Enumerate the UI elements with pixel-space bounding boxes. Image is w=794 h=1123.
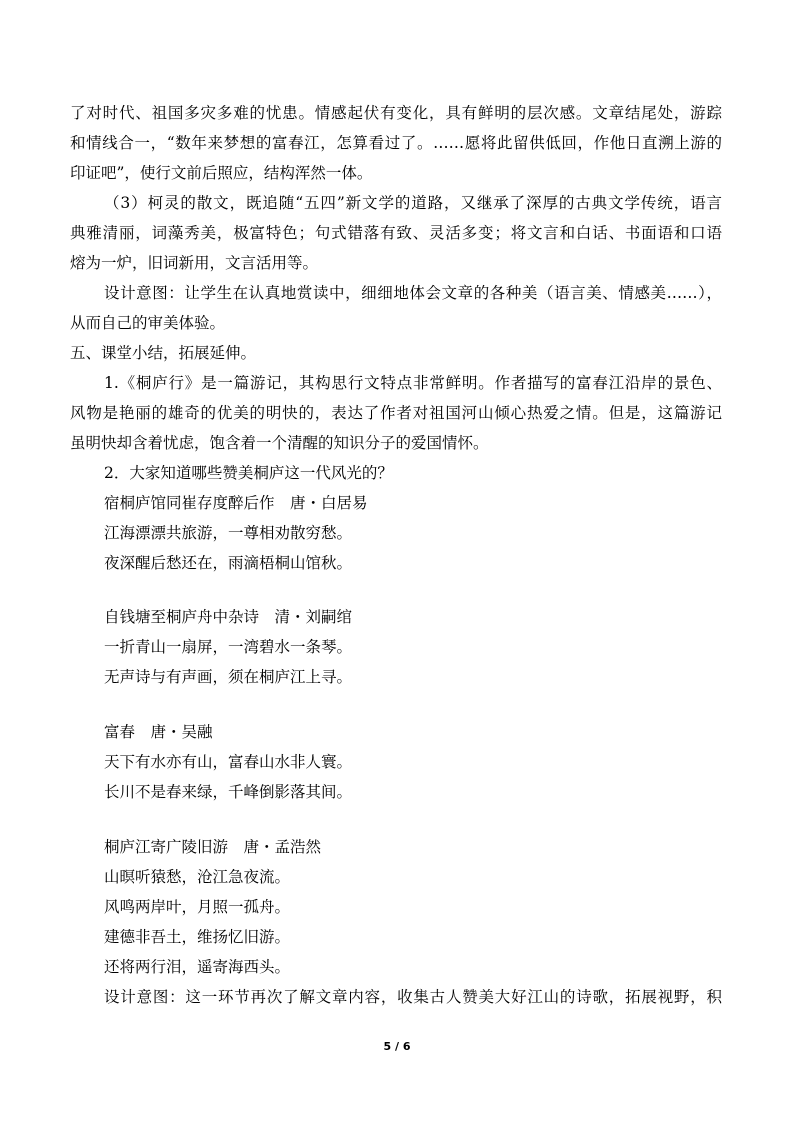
poem-heading: 桐庐江寄广陵旧游 唐・孟浩然 <box>104 838 322 856</box>
poem-line: 风鸣两岸叶，月照一孤舟。 <box>104 898 291 916</box>
page-number: 5 / 6 <box>383 1040 411 1053</box>
poem-line: 一折青山一扇屏，一湾碧水一条琴。 <box>104 638 353 656</box>
text-line: 和情线合一，“数年来梦想的富春江，怎算看过了。……愿将此留供低回，作他日直溯上游的 <box>70 134 722 152</box>
text-line: 熔为一炉，旧词新用，文言活用等。 <box>70 254 319 272</box>
text-line: 了对时代、祖国多灾多难的忧患。情感起伏有变化，具有鲜明的层次感。文章结尾处，游踪 <box>70 104 722 122</box>
poem-line: 天下有水亦有山，富春山水非人寰。 <box>104 753 353 771</box>
poem-line: 夜深醒后愁还在，雨滴梧桐山馆秋。 <box>104 554 353 572</box>
text-line: 设计意图：让学生在认真地赏读中，细细地体会文章的各种美（语言美、情感美……）， <box>104 284 722 302</box>
poem-line: 还将两行泪，遥寄海西头。 <box>104 958 291 976</box>
section-heading: 五、课堂小结，拓展延伸。 <box>70 344 257 362</box>
poem-heading: 自钱塘至桐庐舟中杂诗 清・刘嗣绾 <box>104 608 353 626</box>
poem-line: 江海漂漂共旅游，一尊相劝散穷愁。 <box>104 524 353 542</box>
text-line: （3）柯灵的散文，既追随“五四”新文学的道路，又继承了深厚的古典文学传统，语言 <box>104 194 722 212</box>
text-line: 设计意图：这一环节再次了解文章内容，收集古人赞美大好江山的诗歌，拓展视野，积 <box>104 988 722 1006</box>
poem-line: 山暝听猿愁，沧江急夜流。 <box>104 868 291 886</box>
text-line: 风物是艳丽的雄奇的优美的明快的，表达了作者对祖国河山倾心热爱之情。但是，这篇游记 <box>70 404 722 422</box>
poem-heading: 富春 唐・吴融 <box>104 723 213 741</box>
text-line: 从而自己的审美体验。 <box>70 314 226 332</box>
poem-heading: 宿桐庐馆同崔存度醉后作 唐・白居易 <box>104 494 368 512</box>
text-line: 1.《桐庐行》是一篇游记，其构思行文特点非常鲜明。作者描写的富春江沿岸的景色、 <box>104 374 722 392</box>
poem-line: 无声诗与有声画，须在桐庐江上寻。 <box>104 668 353 686</box>
poem-line: 长川不是春来绿，千峰倒影落其间。 <box>104 783 353 801</box>
text-line: 2．大家知道哪些赞美桐庐这一代风光的？ <box>104 464 393 482</box>
poem-line: 建德非吾土，维扬忆旧游。 <box>104 928 291 946</box>
text-line: 虽明快却含着忧虑，饱含着一个清醒的知识分子的爱国情怀。 <box>70 434 489 452</box>
text-line: 典雅清丽，词藻秀美，极富特色；句式错落有致、灵活多变；将文言和白话、书面语和口语 <box>70 224 722 242</box>
text-line: 印证吧”，使行文前后照应，结构浑然一体。 <box>70 164 373 182</box>
